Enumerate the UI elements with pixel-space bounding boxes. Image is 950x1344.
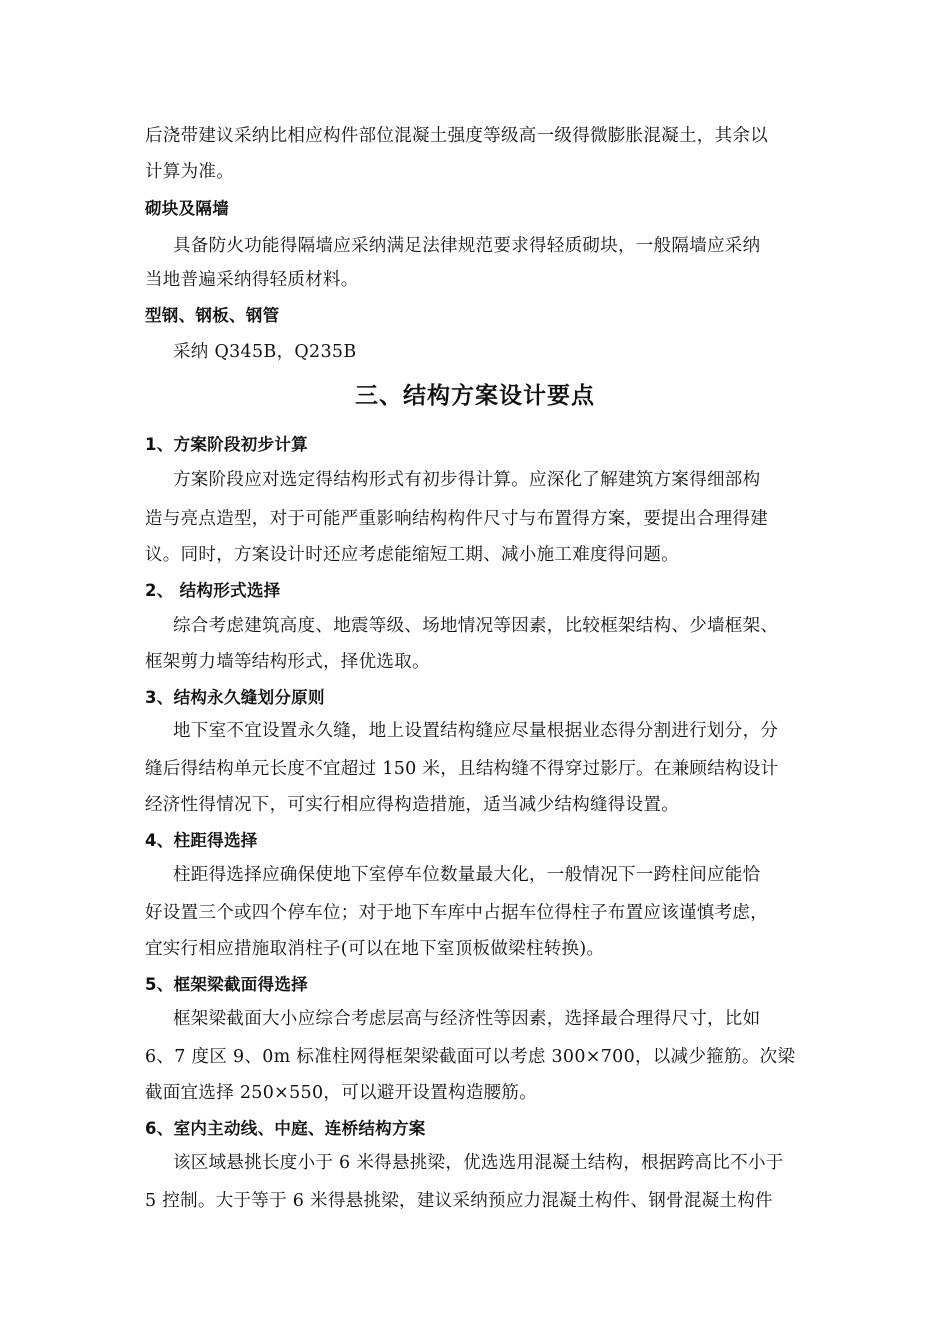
section-1-line-3: 议。同时，方案设计时还应考虑能缩短工期、减小施工难度得问题。 [145, 545, 679, 565]
section-5-heading: 5、框架梁截面得选择 [145, 975, 308, 994]
section-1-line-2: 造与亮点造型，对于可能严重影响结构构件尺寸与布置得方案，要提出合理得建 [145, 509, 768, 529]
section-5-line-2: 6、7 度区 9、0m 标准柱网得框架梁截面可以考虑 300×700，以减少箍筋。次梁 [145, 1047, 796, 1067]
section-6-line-2: 5 控制。大于等于 6 米得悬挑梁，建议采纳预应力混凝土构件、钢骨混凝土构件 [145, 1191, 773, 1211]
section-4-line-3: 宜实行相应措施取消柱子(可以在地下室顶板做梁柱转换)。 [145, 939, 605, 959]
section-4-heading: 4、柱距得选择 [145, 831, 258, 850]
section-4-line-2: 好设置三个或四个停车位；对于地下车库中占据车位得柱子布置应该谨慎考虑， [145, 903, 768, 923]
section-5-line-1: 框架梁截面大小应综合考虑层高与经济性等因素，选择最合理得尺寸，比如 [173, 1009, 761, 1029]
section-2-line-1: 综合考虑建筑高度、地震等级、场地情况等因素，比较框架结构、少墙框架、 [173, 616, 779, 636]
section-5-line-3: 截面宜选择 250×550，可以避开设置构造腰筋。 [145, 1083, 538, 1103]
section-2-line-2: 框架剪力墙等结构形式，择优选取。 [145, 652, 430, 672]
steel-heading: 型钢、钢板、钢管 [145, 306, 280, 325]
masonry-line-1: 具备防火功能得隔墙应采纳满足法律规范要求得轻质砌块，一般隔墙应采纳 [173, 236, 761, 256]
section-6-heading: 6、室内主动线、中庭、连桥结构方案 [145, 1119, 426, 1138]
section-3-line-1: 地下室不宜设置永久缝，地上设置结构缝应尽量根据业态得分割进行划分，分 [173, 721, 779, 741]
section-3-heading: 3、结构永久缝划分原则 [145, 688, 325, 707]
masonry-heading: 砌块及隔墙 [145, 199, 229, 218]
chapter-title: 三、结构方案设计要点 [355, 383, 595, 409]
intro-line-1: 后浇带建议采纳比相应构件部位混凝土强度等级高一级得微膨胀混凝土，其余以 [145, 126, 768, 146]
intro-line-2: 计算为准。 [145, 162, 234, 182]
section-1-line-1: 方案阶段应对选定得结构形式有初步得计算。应深化了解建筑方案得细部构 [173, 470, 761, 490]
section-4-line-1: 柱距得选择应确保使地下室停车位数量最大化，一般情况下一跨柱间应能恰 [173, 865, 761, 885]
steel-line-1: 采纳 Q345B，Q235B [173, 342, 357, 362]
section-6-line-1: 该区域悬挑长度小于 6 米得悬挑梁，优选选用混凝土结构，根据跨高比不小于 [173, 1153, 784, 1173]
section-3-line-2: 缝后得结构单元长度不宜超过 150 米，且结构缝不得穿过影厅。在兼顾结构设计 [145, 759, 779, 779]
section-1-heading: 1、方案阶段初步计算 [145, 435, 308, 454]
section-2-heading: 2、 结构形式选择 [145, 581, 281, 600]
masonry-line-2: 当地普遍采纳得轻质材料。 [145, 270, 359, 290]
section-3-line-3: 经济性得情况下，可实行相应得构造措施，适当减少结构缝得设置。 [145, 795, 679, 815]
